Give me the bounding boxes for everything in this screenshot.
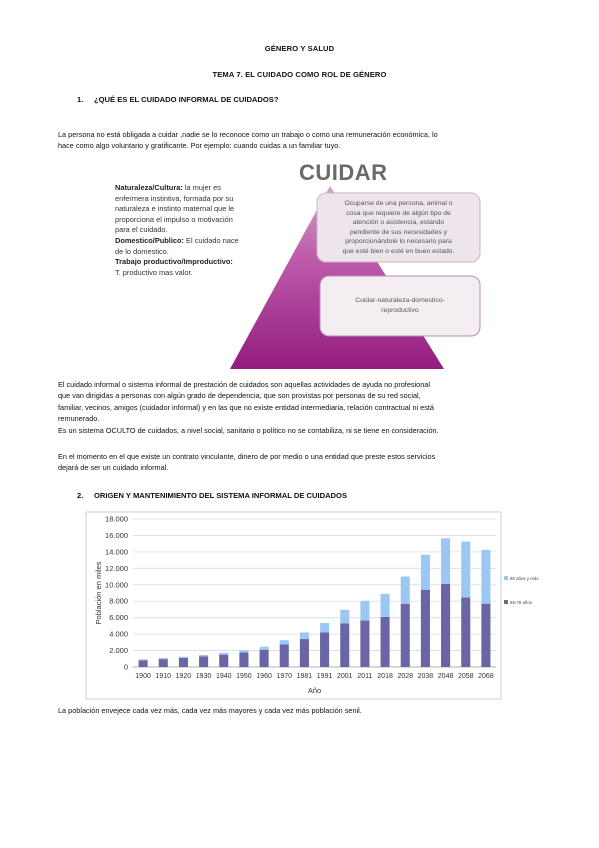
intro-line: La persona no está obligada a cuidar ,nadie se lo reconoce como un trabajo o como una remuneración económica, lo (58, 130, 438, 139)
bar-65-79 (461, 598, 470, 667)
left-line: enfermera instintiva, formada por su (115, 193, 234, 203)
legend-swatch (504, 576, 508, 580)
y-tick-label: 16.000 (105, 530, 128, 540)
left-line: de lo domestico. (115, 246, 169, 256)
x-tick-label: 1970 (276, 673, 293, 680)
section1-title: ¿QUÉ ES EL CUIDADO INFORMAL DE CUIDADOS? (94, 95, 279, 104)
x-tick-label: 2048 (437, 673, 454, 680)
body-line: El cuidado informal o sistema informal de prestación de cuidados son aquellas actividades de ayuda no profesional (58, 380, 430, 389)
section2-title: ORIGEN Y MANTENIMIENTO DEL SISTEMA INFORMAL DE CUIDADOS (94, 491, 348, 500)
y-tick-label: 10.000 (105, 580, 128, 590)
bar-65-79 (179, 658, 188, 667)
bar-80-plus (219, 653, 228, 655)
x-tick-label: 1950 (236, 673, 252, 680)
bar-80-plus (139, 659, 148, 660)
x-tick-label: 2028 (397, 673, 414, 680)
bar-65-79 (340, 623, 349, 667)
bar-65-79 (381, 617, 390, 667)
diagram-title: CUIDAR (299, 160, 388, 185)
bar-65-79 (239, 653, 248, 667)
y-tick-label: 8.000 (109, 596, 128, 606)
left-line: naturaleza e instinto maternal que le (115, 204, 235, 214)
x-tick-label: 1910 (155, 673, 172, 680)
y-tick-label: 2.000 (109, 646, 128, 656)
bar-65-79 (441, 584, 450, 667)
bar-80-plus (401, 577, 410, 604)
summary-box-text: Cuidar-naturaleza-domestico- reproductivo (355, 297, 445, 314)
left-line: Trabajo productivo/Improductivo: (115, 257, 233, 267)
left-line: Naturaleza/Cultura: la mujer es (115, 183, 221, 192)
x-tick-label: 2068 (478, 673, 494, 680)
legend-label: 80 años y más (510, 576, 539, 581)
x-tick-label: 1940 (215, 673, 232, 680)
bar-80-plus (260, 647, 269, 650)
x-tick-label: 2011 (357, 673, 373, 680)
bar-65-79 (401, 604, 410, 667)
y-tick-label: 0 (123, 662, 128, 672)
chart-frame (86, 512, 501, 699)
bar-80-plus (360, 601, 369, 621)
y-tick-label: 14.000 (105, 547, 128, 557)
x-tick-label: 1960 (256, 673, 272, 680)
bar-80-plus (461, 542, 470, 598)
bar-65-79 (219, 655, 228, 667)
bar-65-79 (421, 590, 430, 667)
x-tick-label: 1930 (195, 673, 212, 680)
bar-80-plus (300, 632, 309, 639)
conclusion-paragraph: La población envejece cada vez más, cada vez más mayores y cada vez más población senil. (58, 706, 362, 715)
section2-number: 2. (77, 491, 84, 500)
document-subject: GÉNERO Y SALUD (264, 44, 335, 53)
body-line: dejará de ser un cuidado informal. (58, 463, 169, 473)
bar-80-plus (481, 550, 490, 604)
x-tick-label: 1900 (135, 673, 151, 680)
bar-65-79 (199, 656, 208, 667)
body-line: En el momento en el que existe un contrato vinculante, dinero de por medio o una entidad que preste estos servicios (58, 452, 436, 461)
document-topic: TEMA 7. EL CUIDADO COMO ROL DE GÉNERO (212, 70, 387, 79)
body-line: Es un sistema OCULTO de cuidados, a nivel social, sanitario o político no se contabiliza, ni se tiene en consideración. (58, 425, 439, 435)
x-tick-label: 2018 (377, 673, 393, 680)
bar-65-79 (360, 621, 369, 667)
bar-65-79 (481, 604, 490, 667)
bar-80-plus (441, 538, 450, 584)
section1-number: 1. (77, 95, 84, 104)
y-tick-label: 18.000 (105, 514, 128, 524)
left-line: Domestico/Publico: El cuidado nace (115, 235, 239, 245)
x-tick-label: 1920 (175, 673, 192, 680)
bar-80-plus (421, 555, 430, 590)
bar-65-79 (320, 632, 329, 667)
bar-65-79 (139, 660, 148, 667)
bar-80-plus (239, 650, 248, 652)
x-tick-label: 2038 (417, 673, 434, 680)
intro-line: hace como algo voluntario y gratificante. Por ejemplo: cuando cuidas a un familiar tuyo. (58, 141, 341, 151)
bar-80-plus (280, 640, 289, 644)
legend-swatch (504, 600, 508, 604)
left-line: T. productivo mas valor. (115, 267, 193, 277)
definition-box-text: Ocuparse de una persona, animal o cosa que requiere de algún tipo de atención o asistencia, estando pendiente de sus necesidades y proporcionándole lo necesario para que esté bien o esté en buen estado. (342, 200, 455, 255)
y-tick-label: 12.000 (105, 563, 128, 573)
x-tick-label: 2058 (457, 673, 474, 680)
left-line: para el cuidado. (115, 225, 168, 235)
bar-80-plus (159, 658, 168, 659)
bar-65-79 (300, 639, 309, 667)
y-tick-label: 4.000 (109, 629, 128, 639)
bar-80-plus (381, 594, 390, 617)
x-tick-label: 2001 (336, 673, 353, 680)
x-axis-title: Año (307, 686, 322, 695)
y-tick-label: 6.000 (109, 613, 128, 623)
legend-label: 65-79 años (510, 600, 532, 605)
bar-80-plus (199, 655, 208, 656)
body-line: que van dirigidas a personas con algún grado de dependencia, que son provistas por personas de su red social, (58, 391, 421, 401)
x-tick-label: 1991 (316, 673, 333, 680)
bar-80-plus (179, 657, 188, 658)
body-line: remunerado. (58, 414, 100, 424)
bar-65-79 (280, 644, 289, 667)
bar-80-plus (320, 623, 329, 632)
left-line: proporciona el impulso o motivación (115, 214, 233, 224)
y-axis-title: Población en miles (94, 561, 103, 625)
x-tick-label: 1981 (296, 673, 313, 680)
body-line: familiar, vecinos, amigos (cuidador informal) y en las que no existe entidad intermediaria, relación contractual ni está (58, 402, 434, 412)
bar-65-79 (260, 650, 269, 667)
bar-80-plus (340, 610, 349, 624)
bar-65-79 (159, 659, 168, 667)
